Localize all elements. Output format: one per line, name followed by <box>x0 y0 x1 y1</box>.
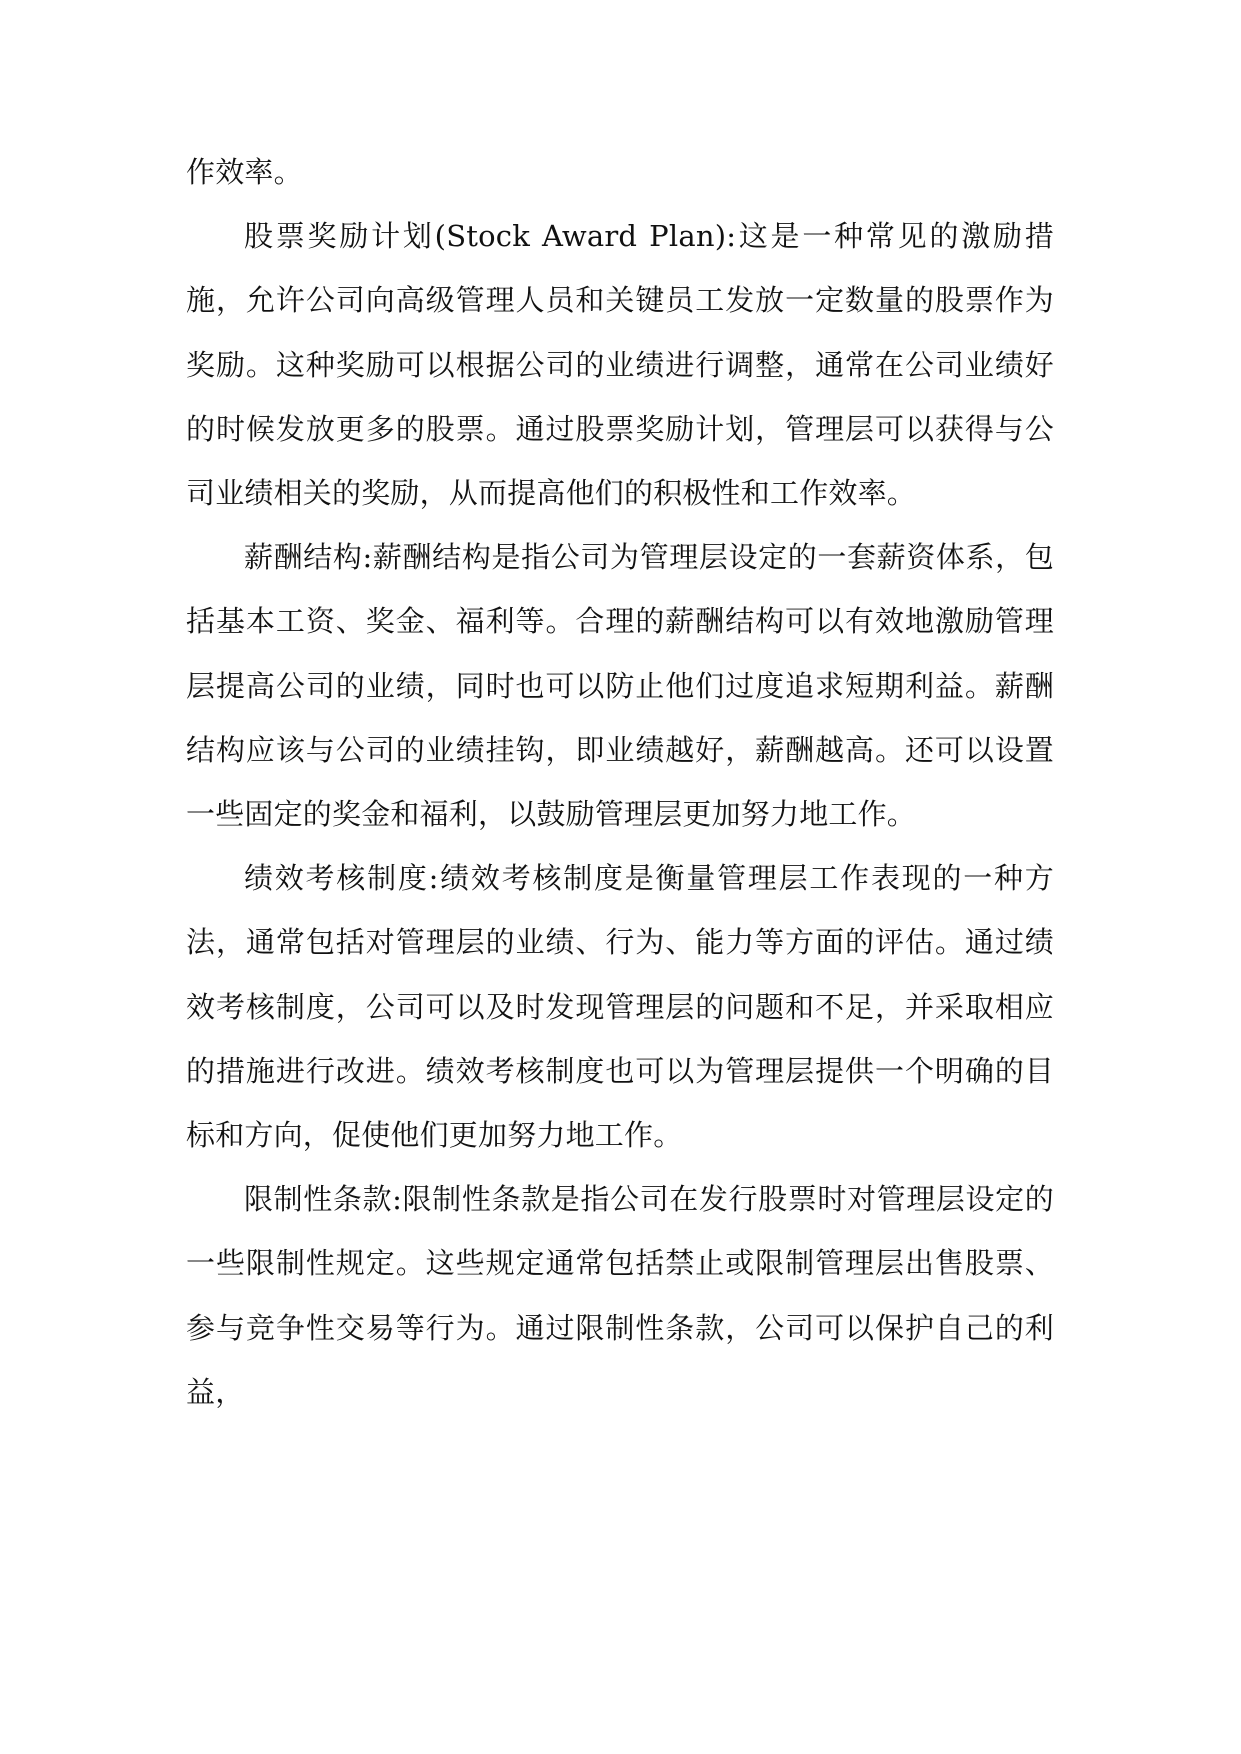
paragraph-salary-structure: 薪酬结构:薪酬结构是指公司为管理层设定的一套薪资体系，包括基本工资、奖金、福利等。合理的薪酬结构可以有效地激励管理层提高公司的业绩，同时也可以防止他们过度追求短期利益。薪酬结构应该与公司的业绩挂钩，即业绩越好，薪酬越高。还可以设置一些固定的奖金和福利，以鼓励管理层更加努力地工作。 <box>186 540 1054 832</box>
document-body <box>186 140 1054 1424</box>
paragraph-performance-appraisal: 绩效考核制度:绩效考核制度是衡量管理层工作表现的一种方法，通常包括对管理层的业绩、行为、能力等方面的评估。通过绩效考核制度，公司可以及时发现管理层的问题和不足，并采取相应的措施进行改进。绩效考核制度也可以为管理层提供一个明确的目标和方向，促使他们更加努力地工作。 <box>186 861 1054 1153</box>
paragraph-restrictive-clauses: 限制性条款:限制性条款是指公司在发行股票时对管理层设定的一些限制性规定。这些规定通常包括禁止或限制管理层出售股票、参与竞争性交易等行为。通过限制性条款，公司可以保护自己的利益， <box>186 1182 1054 1409</box>
paragraph-continuation: 作效率。 <box>186 155 303 189</box>
paragraph-stock-award-plan: 股票奖励计划(Stock Award Plan):这是一种常见的激励措施，允许公司向高级管理人员和关键员工发放一定数量的股票作为奖励。这种奖励可以根据公司的业绩进行调整，通常在公司业绩好的时候发放更多的股票。通过股票奖励计划，管理层可以获得与公司业绩相关的奖励，从而提高他们的积极性和工作效率。 <box>186 219 1054 511</box>
